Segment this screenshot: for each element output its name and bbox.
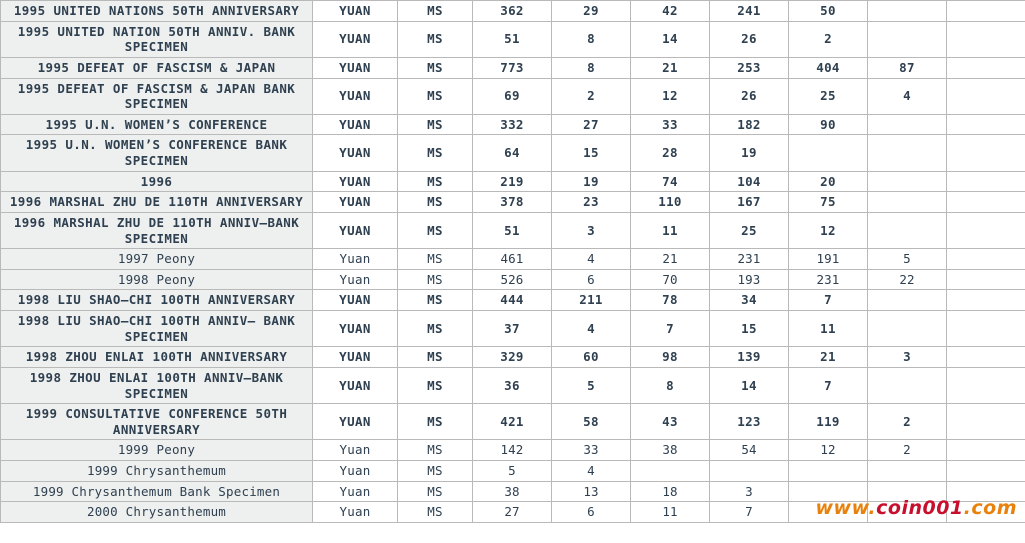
table-row (1, 367, 1025, 403)
cell-description: 2000 Chrysanthemum (1, 502, 313, 523)
cell-grade: MS (398, 21, 473, 57)
cell-count: 51 (473, 212, 552, 248)
cell-count: 50 (789, 1, 868, 22)
cell-count: 12 (789, 212, 868, 248)
cell-count: 20 (789, 171, 868, 192)
cell-count: 11 (631, 502, 710, 523)
cell-count: 219 (473, 171, 552, 192)
cell-count: 7 (631, 311, 710, 347)
cell-count (947, 192, 1025, 213)
table-row (1, 347, 1025, 368)
cell-grade: MS (398, 57, 473, 78)
cell-count: 33 (552, 440, 631, 461)
cell-description: 1999 CONSULTATIVE CONFERENCE 50TH ANNIVERSARY (1, 404, 313, 440)
cell-count: 231 (789, 269, 868, 290)
cell-count: 70 (631, 269, 710, 290)
cell-count: 329 (473, 347, 552, 368)
table-row (1, 440, 1025, 461)
cell-grade: MS (398, 78, 473, 114)
cell-count: 38 (631, 440, 710, 461)
cell-count: 182 (710, 114, 789, 135)
cell-count: 6 (552, 502, 631, 523)
cell-count (868, 461, 947, 482)
cell-currency: YUAN (313, 347, 398, 368)
cell-count (868, 1, 947, 22)
cell-count: 231 (710, 249, 789, 270)
cell-count (631, 461, 710, 482)
cell-grade: MS (398, 192, 473, 213)
cell-count: 29 (552, 1, 631, 22)
cell-count: 21 (789, 347, 868, 368)
table-row (1, 114, 1025, 135)
table-row (1, 1, 1025, 22)
cell-count (947, 212, 1025, 248)
cell-count: 11 (789, 311, 868, 347)
cell-currency: Yuan (313, 481, 398, 502)
cell-count (947, 114, 1025, 135)
table-row (1, 481, 1025, 502)
cell-count: 28 (631, 135, 710, 171)
cell-currency: YUAN (313, 135, 398, 171)
cell-count: 2 (868, 404, 947, 440)
cell-count: 7 (789, 290, 868, 311)
cell-count (947, 290, 1025, 311)
cell-currency: Yuan (313, 502, 398, 523)
cell-count (947, 311, 1025, 347)
cell-count: 36 (473, 367, 552, 403)
cell-count: 2 (789, 21, 868, 57)
cell-count: 21 (631, 249, 710, 270)
cell-currency: YUAN (313, 192, 398, 213)
table-row (1, 290, 1025, 311)
cell-count: 33 (631, 114, 710, 135)
cell-grade: MS (398, 481, 473, 502)
cell-description: 1995 U.N. WOMEN’S CONFERENCE (1, 114, 313, 135)
cell-count: 54 (710, 440, 789, 461)
cell-count: 461 (473, 249, 552, 270)
cell-count (789, 135, 868, 171)
cell-count: 167 (710, 192, 789, 213)
cell-description: 1999 Peony (1, 440, 313, 461)
cell-count (868, 502, 947, 523)
cell-count: 23 (552, 192, 631, 213)
cell-count (947, 269, 1025, 290)
cell-count: 78 (631, 290, 710, 311)
cell-count (947, 347, 1025, 368)
cell-currency: YUAN (313, 78, 398, 114)
cell-grade: MS (398, 249, 473, 270)
table-row (1, 192, 1025, 213)
cell-count: 13 (552, 481, 631, 502)
cell-currency: YUAN (313, 57, 398, 78)
cell-count: 51 (473, 21, 552, 57)
cell-count (789, 481, 868, 502)
cell-currency: YUAN (313, 367, 398, 403)
cell-count: 421 (473, 404, 552, 440)
cell-count: 14 (631, 21, 710, 57)
cell-description: 1996 (1, 171, 313, 192)
cell-count (868, 290, 947, 311)
cell-grade: MS (398, 404, 473, 440)
cell-currency: YUAN (313, 114, 398, 135)
table-row (1, 249, 1025, 270)
cell-currency: Yuan (313, 440, 398, 461)
cell-count: 404 (789, 57, 868, 78)
cell-count: 22 (868, 269, 947, 290)
cell-count: 69 (473, 78, 552, 114)
cell-currency: YUAN (313, 311, 398, 347)
cell-count: 27 (473, 502, 552, 523)
cell-count (868, 311, 947, 347)
cell-count (868, 212, 947, 248)
cell-count: 110 (631, 192, 710, 213)
cell-count: 119 (789, 404, 868, 440)
cell-count (947, 502, 1025, 523)
table-row (1, 502, 1025, 523)
cell-description: 1995 DEFEAT OF FASCISM & JAPAN (1, 57, 313, 78)
cell-grade: MS (398, 1, 473, 22)
cell-description: 1999 Chrysanthemum (1, 461, 313, 482)
cell-currency: YUAN (313, 21, 398, 57)
cell-count: 12 (631, 78, 710, 114)
cell-count (868, 481, 947, 502)
table-row (1, 269, 1025, 290)
cell-count: 4 (552, 311, 631, 347)
cell-count: 3 (710, 481, 789, 502)
cell-description: 1995 U.N. WOMEN’S CONFERENCE BANK SPECIMEN (1, 135, 313, 171)
cell-description: 1998 ZHOU ENLAI 100TH ANNIV–BANK SPECIMEN (1, 367, 313, 403)
cell-description: 1996 MARSHAL ZHU DE 110TH ANNIV–BANK SPECIMEN (1, 212, 313, 248)
cell-grade: MS (398, 367, 473, 403)
cell-currency: Yuan (313, 269, 398, 290)
cell-count: 139 (710, 347, 789, 368)
table-row (1, 461, 1025, 482)
cell-count: 19 (710, 135, 789, 171)
cell-count: 7 (710, 502, 789, 523)
cell-count: 58 (552, 404, 631, 440)
cell-grade: MS (398, 347, 473, 368)
watermark-suffix: .com (963, 497, 1017, 519)
cell-count (868, 135, 947, 171)
watermark-name: coin001 (876, 497, 964, 519)
cell-count (947, 21, 1025, 57)
cell-count: 11 (631, 212, 710, 248)
cell-count: 5 (868, 249, 947, 270)
cell-count: 18 (631, 481, 710, 502)
cell-count: 19 (552, 171, 631, 192)
cell-description: 1995 UNITED NATIONS 50TH ANNIVERSARY (1, 1, 313, 22)
cell-count: 7 (789, 367, 868, 403)
cell-count (947, 404, 1025, 440)
cell-count: 5 (552, 367, 631, 403)
cell-count: 60 (552, 347, 631, 368)
cell-count (868, 367, 947, 403)
cell-description: 1995 DEFEAT OF FASCISM & JAPAN BANK SPECIMEN (1, 78, 313, 114)
cell-description: 1996 MARSHAL ZHU DE 110TH ANNIVERSARY (1, 192, 313, 213)
cell-count (868, 171, 947, 192)
cell-count: 34 (710, 290, 789, 311)
cell-count: 104 (710, 171, 789, 192)
cell-count: 43 (631, 404, 710, 440)
cell-currency: YUAN (313, 290, 398, 311)
cell-grade: MS (398, 171, 473, 192)
cell-currency: YUAN (313, 212, 398, 248)
cell-count (947, 249, 1025, 270)
cell-count: 362 (473, 1, 552, 22)
cell-count: 5 (473, 461, 552, 482)
cell-count: 98 (631, 347, 710, 368)
cell-count: 191 (789, 249, 868, 270)
cell-count: 2 (552, 78, 631, 114)
cell-count: 3 (868, 347, 947, 368)
cell-count: 42 (631, 1, 710, 22)
cell-count: 3 (552, 212, 631, 248)
cell-count: 14 (710, 367, 789, 403)
cell-count: 4 (868, 78, 947, 114)
cell-count: 27 (552, 114, 631, 135)
cell-count: 15 (710, 311, 789, 347)
cell-count: 332 (473, 114, 552, 135)
cell-count: 75 (789, 192, 868, 213)
cell-count (868, 21, 947, 57)
cell-count (868, 192, 947, 213)
table-row (1, 135, 1025, 171)
cell-count (947, 1, 1025, 22)
cell-count (710, 461, 789, 482)
cell-count (789, 502, 868, 523)
cell-count: 241 (710, 1, 789, 22)
cell-count: 26 (710, 78, 789, 114)
cell-grade: MS (398, 114, 473, 135)
cell-currency: YUAN (313, 404, 398, 440)
cell-count (789, 461, 868, 482)
cell-currency: YUAN (313, 171, 398, 192)
cell-count: 2 (868, 440, 947, 461)
cell-count: 74 (631, 171, 710, 192)
cell-count (947, 135, 1025, 171)
table-row (1, 212, 1025, 248)
cell-count (947, 440, 1025, 461)
cell-count (947, 461, 1025, 482)
cell-count: 64 (473, 135, 552, 171)
cell-count: 25 (789, 78, 868, 114)
cell-description: 1998 LIU SHAO–CHI 100TH ANNIV– BANK SPECIMEN (1, 311, 313, 347)
watermark-prefix: www. (815, 497, 877, 519)
cell-grade: MS (398, 269, 473, 290)
table-row (1, 171, 1025, 192)
cell-grade: MS (398, 135, 473, 171)
cell-count: 4 (552, 249, 631, 270)
cell-count: 26 (710, 21, 789, 57)
cell-count: 142 (473, 440, 552, 461)
cell-count (947, 481, 1025, 502)
cell-grade: MS (398, 212, 473, 248)
cell-count: 6 (552, 269, 631, 290)
cell-count (868, 114, 947, 135)
cell-currency: Yuan (313, 461, 398, 482)
cell-count: 123 (710, 404, 789, 440)
cell-description: 1998 Peony (1, 269, 313, 290)
cell-description: 1998 LIU SHAO–CHI 100TH ANNIVERSARY (1, 290, 313, 311)
cell-count: 8 (631, 367, 710, 403)
cell-count: 526 (473, 269, 552, 290)
cell-description: 1998 ZHOU ENLAI 100TH ANNIVERSARY (1, 347, 313, 368)
table-row (1, 21, 1025, 57)
cell-count: 773 (473, 57, 552, 78)
cell-grade: MS (398, 461, 473, 482)
cell-count: 444 (473, 290, 552, 311)
cell-grade: MS (398, 290, 473, 311)
cell-count: 8 (552, 57, 631, 78)
cell-count: 4 (552, 461, 631, 482)
table-row (1, 404, 1025, 440)
table-body (1, 1, 1025, 523)
cell-count: 87 (868, 57, 947, 78)
cell-currency: YUAN (313, 1, 398, 22)
cell-count (947, 57, 1025, 78)
table-row (1, 311, 1025, 347)
cell-count: 38 (473, 481, 552, 502)
cell-currency: Yuan (313, 249, 398, 270)
cell-count: 211 (552, 290, 631, 311)
cell-count (947, 171, 1025, 192)
table-row (1, 78, 1025, 114)
cell-count (947, 367, 1025, 403)
cell-count: 21 (631, 57, 710, 78)
cell-count: 25 (710, 212, 789, 248)
cell-count: 193 (710, 269, 789, 290)
cell-description: 1999 Chrysanthemum Bank Specimen (1, 481, 313, 502)
cell-count: 378 (473, 192, 552, 213)
cell-grade: MS (398, 502, 473, 523)
cell-count: 37 (473, 311, 552, 347)
cell-count: 90 (789, 114, 868, 135)
cell-count (947, 78, 1025, 114)
cell-description: 1995 UNITED NATION 50TH ANNIV. BANK SPECIMEN (1, 21, 313, 57)
cell-count: 8 (552, 21, 631, 57)
table-row (1, 57, 1025, 78)
cell-count: 15 (552, 135, 631, 171)
cell-grade: MS (398, 440, 473, 461)
cell-grade: MS (398, 311, 473, 347)
cell-description: 1997 Peony (1, 249, 313, 270)
cell-count: 253 (710, 57, 789, 78)
cell-count: 12 (789, 440, 868, 461)
